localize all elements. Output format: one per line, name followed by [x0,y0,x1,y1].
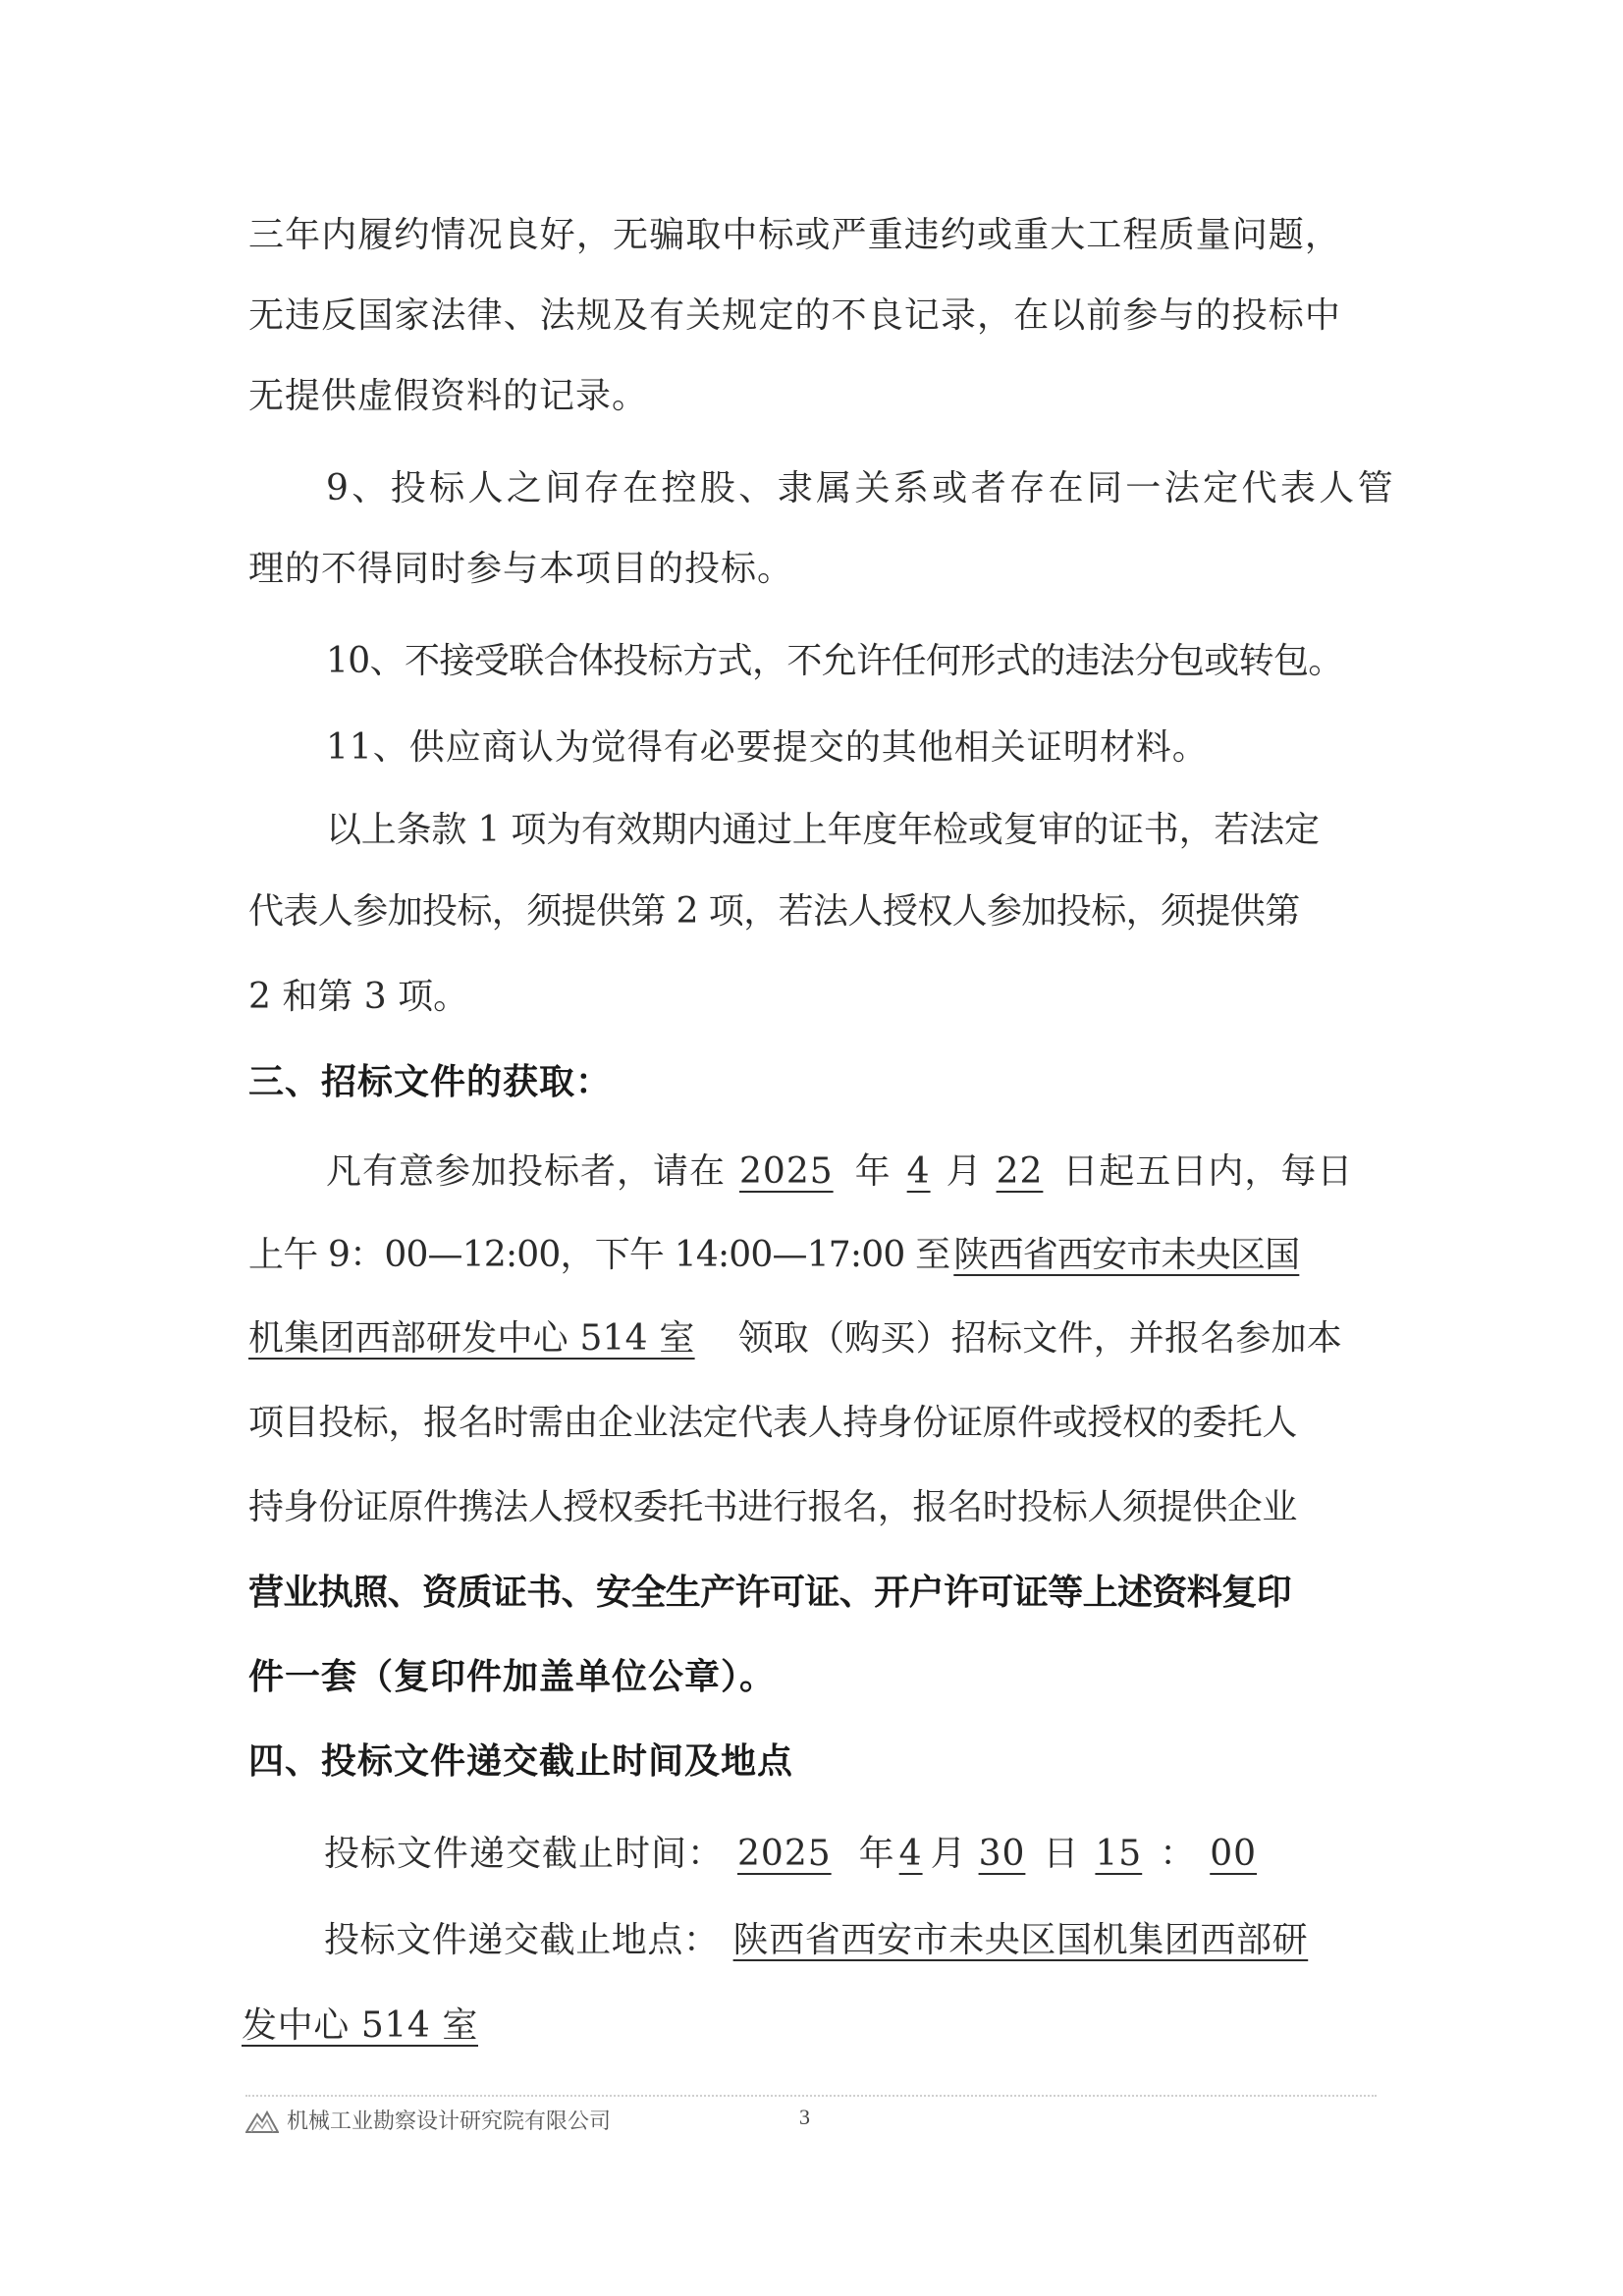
deadline-year-char: 年 [858,1834,895,1874]
deadline-time-label: 投标文件递交截止时间： [324,1834,725,1874]
clause-8-line-2: 无违反国家法律、法规及有关规定的不良记录，在以前参与的投标中 [248,295,1342,336]
deadline-year: 2025 [737,1834,832,1874]
deadline-location-line-1 [324,1917,1308,1964]
page-number: 3 [799,2105,810,2129]
clause-9-line-2: 理的不得同时参与本项目的投标。 [248,549,794,589]
section-3-line-5: 持身份证原件携法人授权委托书进行报名，报名时投标人须提供企业 [248,1487,1298,1527]
section-3-line-4: 项目投标，报名时需由企业法定代表人持身份证原件或授权的委托人 [248,1403,1298,1443]
deadline-location-part-2: 发中心 514 室 [242,2005,478,2046]
clause-11: 11、供应商认为觉得有必要提交的其他相关证明材料。 [326,727,1209,768]
month-char: 月 [946,1151,983,1192]
start-month: 4 [906,1151,931,1192]
clause-10: 10、不接受联合体投标方式，不允许任何形式的违法分包或转包。 [326,641,1343,681]
period-text: 日起五日内，每日 [1062,1151,1354,1192]
note-line-2: 代表人参加投标，须提供第 2 项，若法人授权人参加投标，须提供第 [248,891,1300,932]
note-line-3: 2 和第 3 项。 [248,977,469,1017]
clause-9-line-1: 9、投标人之间存在控股、隶属关系或者存在同一法定代表人管 [326,468,1397,508]
pickup-action-text: 领取（购买）招标文件，并报名参加本 [737,1318,1343,1359]
section-3-line-2 [248,1232,1299,1279]
year-char: 年 [854,1151,892,1192]
start-day: 22 [996,1151,1044,1192]
hours-text: 上午 9：00—12:00，下午 14:00—17:00 至 [248,1235,950,1275]
deadline-time-line [324,1831,1278,1878]
deadline-day-char: 日 [1043,1834,1080,1874]
deadline-month: 4 [898,1834,923,1874]
start-year: 2025 [739,1151,834,1192]
deadline-colon: ： [1160,1834,1197,1874]
intro-text: 凡有意参加投标者，请在 [326,1151,727,1192]
deadline-day: 30 [978,1834,1026,1874]
pickup-place-part-1: 陕西省西安市未央区国 [953,1235,1300,1275]
deadline-location-line-2 [242,2002,478,2050]
deadline-month-char: 月 [930,1834,967,1874]
section-3-line-1 [326,1148,1353,1196]
deadline-minute: 00 [1210,1834,1258,1874]
deadline-location-part-1: 陕西省西安市未央区国机集团西部研 [732,1920,1309,1960]
footer-divider [245,2095,1377,2097]
pickup-place-part-2: 机集团西部研发中心 514 室 [248,1318,695,1359]
section-3-line-6: 营业执照、资质证书、安全生产许可证、开户许可证等上述资料复印 [248,1572,1292,1613]
note-line-1: 以上条款 1 项为有效期内通过上年度年检或复审的证书，若法定 [326,810,1320,850]
mountain-logo-icon [245,2107,279,2134]
footer-company-name: 机械工业勘察设计研究院有限公司 [287,2109,612,2134]
deadline-hour: 15 [1095,1834,1143,1874]
deadline-location-label: 投标文件递交截止地点： [324,1920,720,1960]
section-3-heading: 三、招标文件的获取： [248,1061,613,1102]
clause-8-line-1: 三年内履约情况良好，无骗取中标或严重违约或重大工程质量问题， [248,215,1342,255]
clause-8-line-3: 无提供虚假资料的记录。 [248,376,649,416]
section-3-line-3 [248,1315,1342,1362]
section-4-heading: 四、投标文件递交截止时间及地点 [248,1740,794,1782]
section-3-line-7: 件一套（复印件加盖单位公章）。 [248,1656,777,1697]
